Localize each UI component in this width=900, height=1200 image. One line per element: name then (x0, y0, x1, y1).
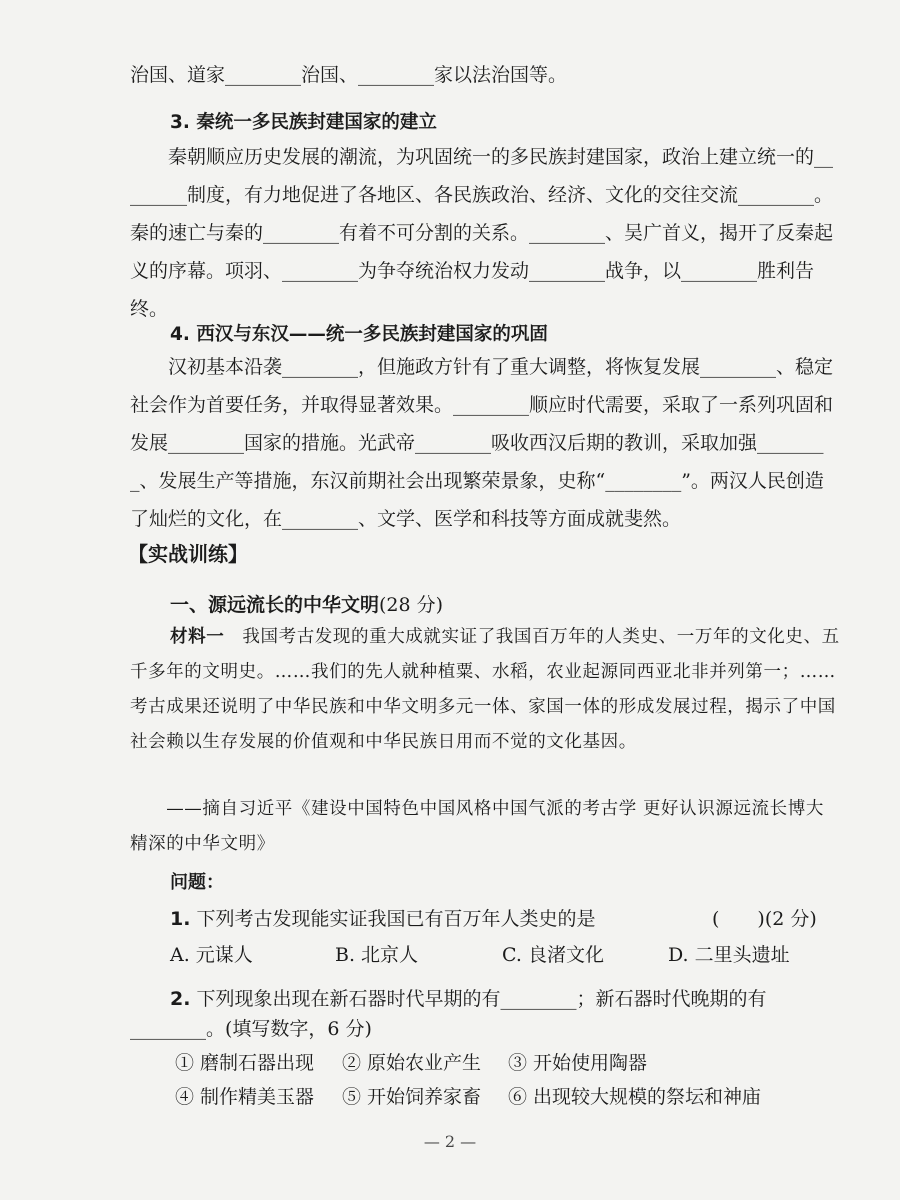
question-1 (170, 904, 596, 931)
q1-option-c: C. 良渚文化 (502, 944, 604, 966)
question-2-line-1 (170, 984, 767, 1011)
material-label: 材料一 (170, 627, 225, 647)
q2-item-5: ⑤ 开始饲养家畜 (342, 1086, 482, 1108)
q1-option-d: D. 二里头遗址 (668, 944, 790, 966)
practice-title: 【实战训练】 (128, 542, 248, 566)
material-citation: ——摘自习近平《建设中国特色中国风格中国气派的考古学 更好认识源远流长博大精深的中华文明》 (130, 799, 824, 854)
section-4-title: 4. 西汉与东汉——统一多民族封建国家的巩固 (170, 324, 548, 345)
q2-item-4: ④ 制作精美玉器 (175, 1086, 315, 1108)
q2-text-2: ________。(填写数字，6 分) (130, 1018, 372, 1040)
section-4-body: 汉初基本沿袭________，但施政方针有了重大调整，将恢复发展________、稳定社会作为首要任务，并取得显著效果。________顺应时代需要，采取了一系列巩固和发展________国家的措施。光武帝________吸收西汉后期的教训，采取加强________、发展生产等措施，东汉前期社会出现繁荣景象，史称“________”。两汉人民创造了灿烂的文化，在________、文学、医学和科技等方面成就斐然。 (130, 356, 834, 530)
q2-item-1: ① 磨制石器出现 (175, 1052, 315, 1074)
q1-option-a: A. 元谋人 (170, 944, 253, 966)
q1-number: 1. (170, 908, 191, 930)
section-3-body: 秦朝顺应历史发展的潮流，为巩固统一的多民族封建国家，政治上建立统一的________制度，有力地促进了各地区、各民族政治、经济、文化的交往交流________。秦的速亡与秦的________有着不可分割的关系。________、吴广首义，揭开了反秦起义的序幕。项羽、________为争夺统治权力发动________战争，以________胜利告终。 (130, 146, 834, 320)
questions-label: 问题： (170, 872, 224, 893)
part1-score: (28 分) (379, 594, 444, 616)
q2-item-2: ② 原始农业产生 (342, 1052, 482, 1074)
text-line-continuation: 治国、道家________治国、________家以法治国等。 (130, 64, 568, 86)
q1-option-b: B. 北京人 (335, 944, 419, 966)
q1-answer-bracket: ( )(2 分) (712, 908, 817, 930)
page-number: — 2 — (423, 1132, 477, 1151)
q2-item-6: ⑥ 出现较大规模的祭坛和神庙 (508, 1086, 762, 1108)
part1-heading (170, 590, 443, 617)
section-3-title: 3. 秦统一多民族封建国家的建立 (170, 112, 437, 133)
q2-number: 2. (170, 988, 191, 1010)
q1-text: 下列考古发现能实证我国已有百万年人类史的是 (196, 908, 596, 930)
part1-title: 一、源远流长的中华文明 (170, 594, 380, 616)
material-1 (130, 620, 842, 760)
q2-item-3: ③ 开始使用陶器 (508, 1052, 648, 1074)
q2-text-1: 下列现象出现在新石器时代早期的有________；新石器时代晚期的有 (196, 988, 767, 1010)
material-text: 我国考古发现的重大成就实证了我国百万年的人类史、一万年的文化史、五千多年的文明史。……我们的先人就种植粟、水稻，农业起源同西亚北非并列第一；……考古成果还说明了中华民族和中华文明多元一体、家国一体的形成发展过程，揭示了中国社会赖以生存发展的价值观和中华民族日用而不觉的文化基因。 (130, 627, 840, 752)
